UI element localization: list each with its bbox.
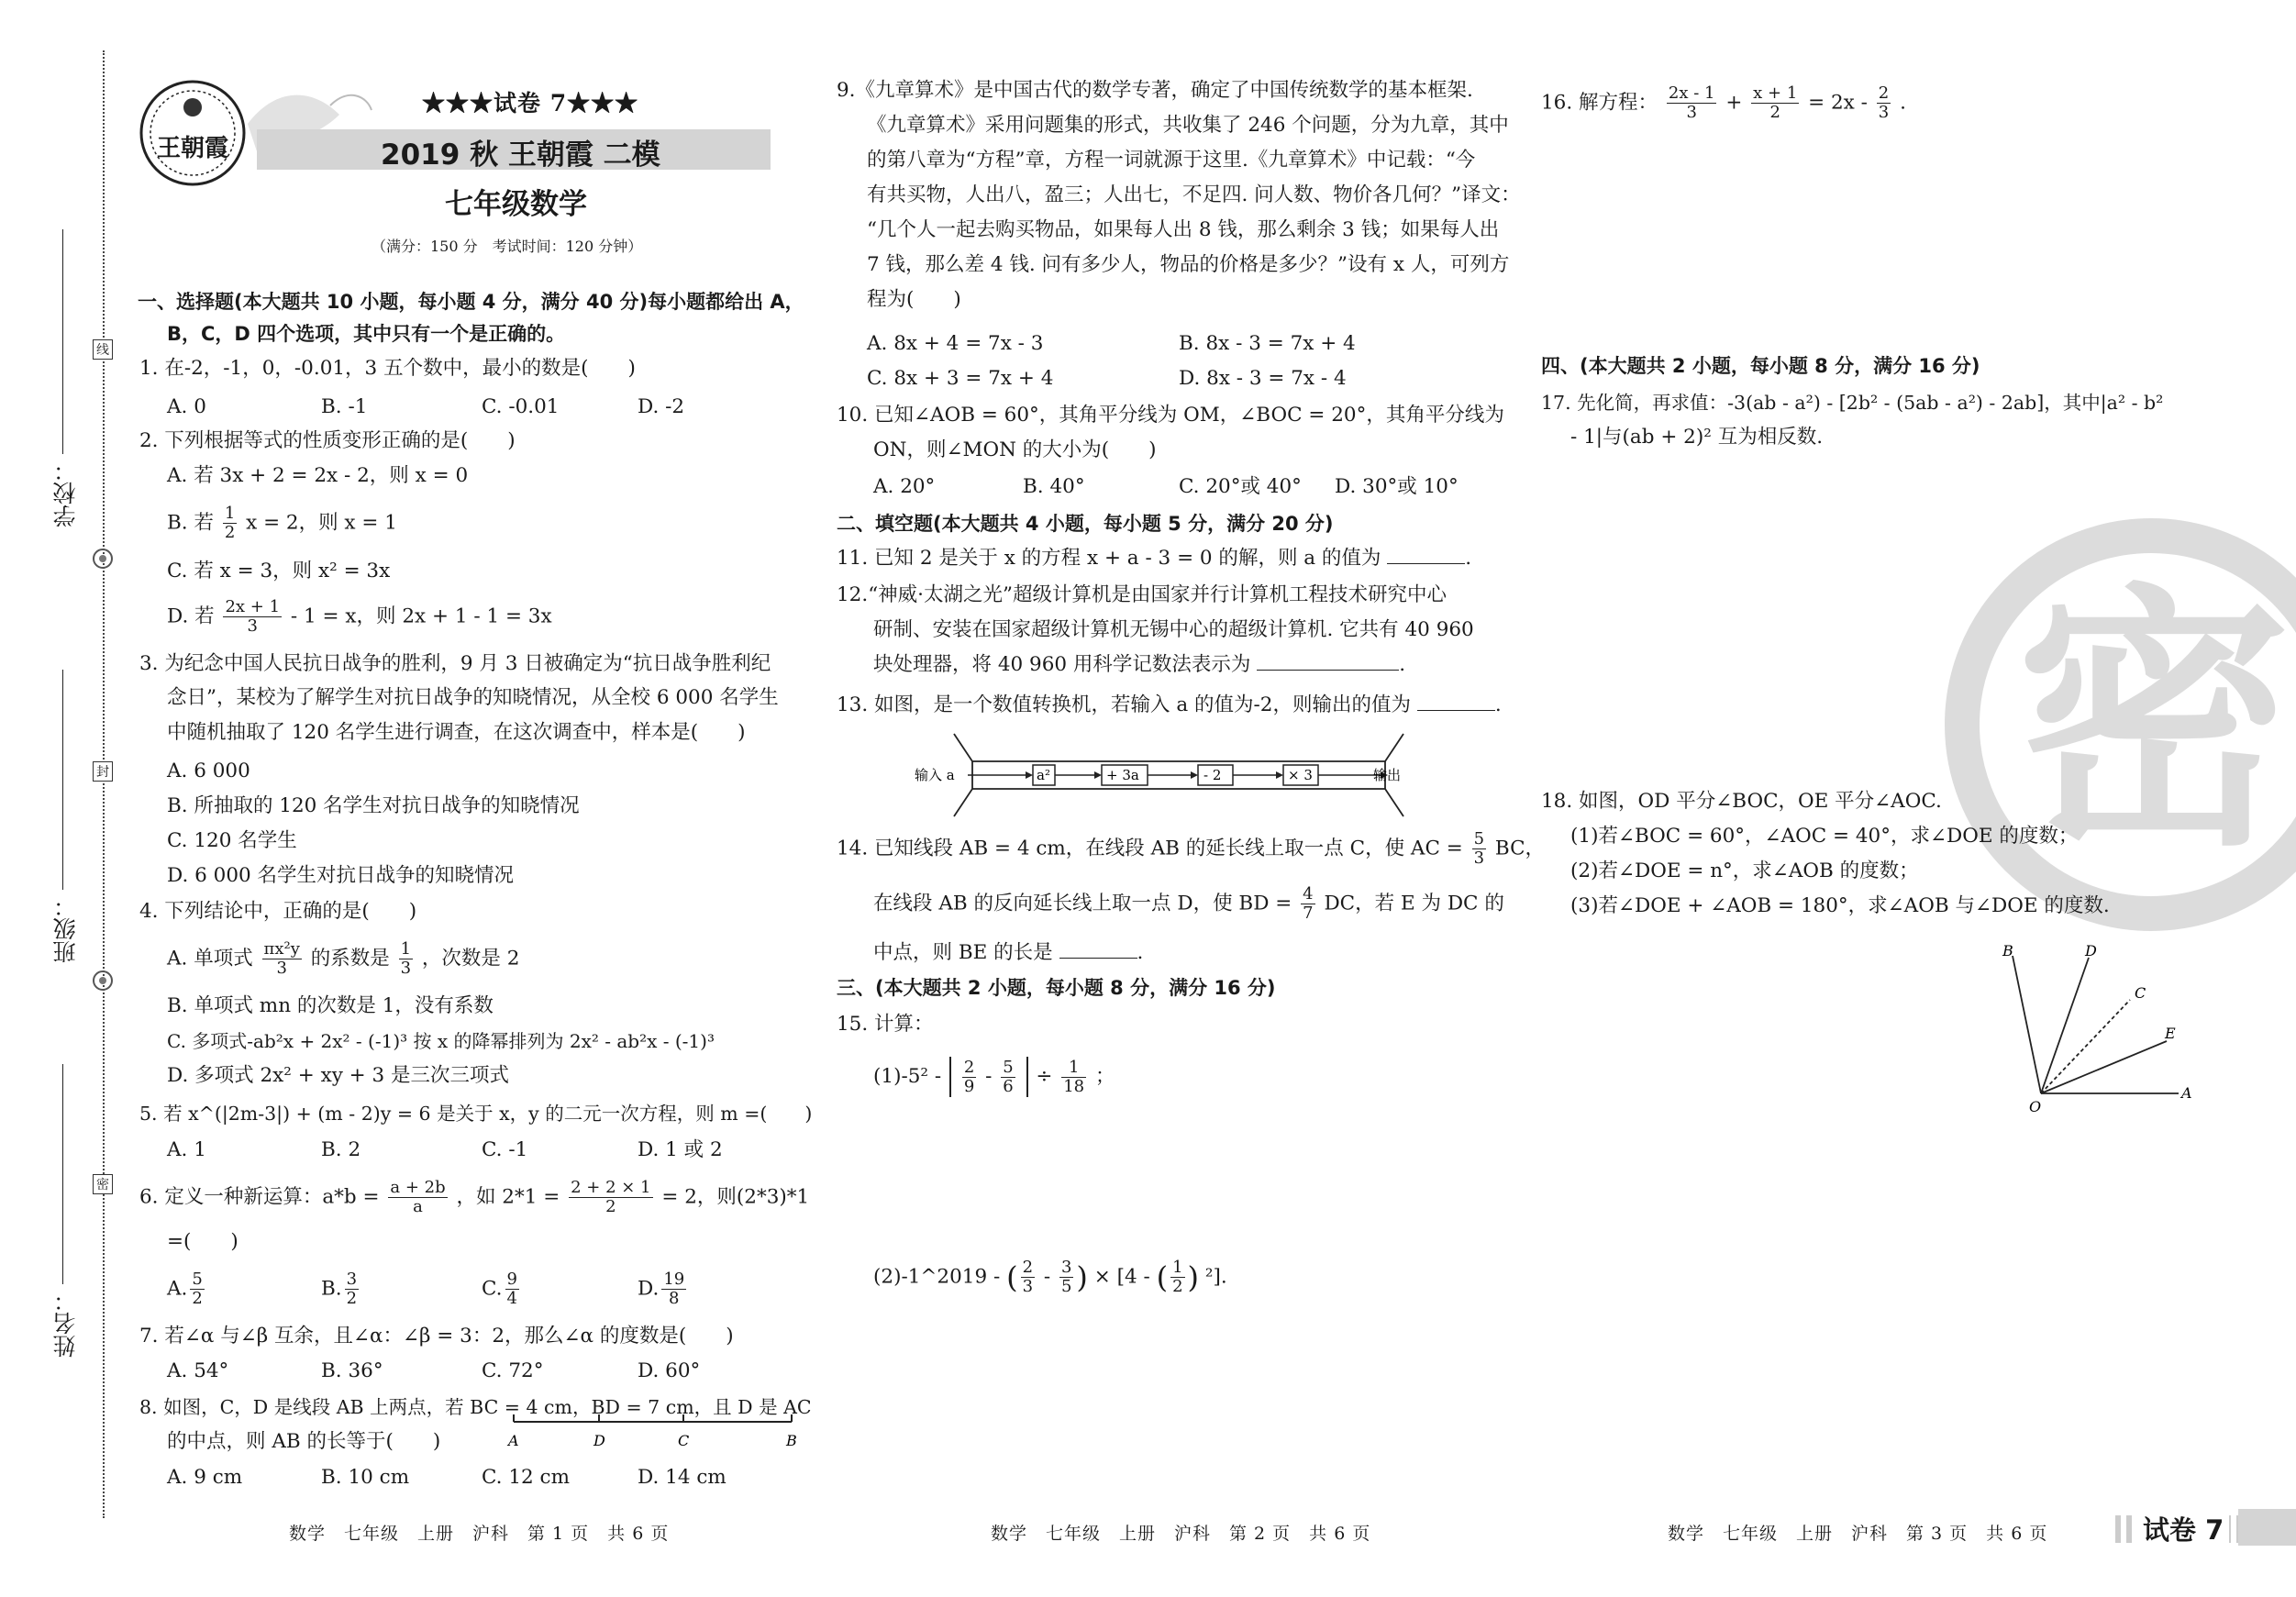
q2-stem: 2. 下列根据等式的性质变形正确的是( )	[139, 429, 516, 452]
q9-option-d[interactable]: D. 8x - 3 = 7x - 4	[1179, 367, 1347, 390]
q12-line-3: 块处理器，将 40 960 用科学记数法表示为 .	[873, 653, 1406, 676]
q15-p1-end: ；	[1094, 1065, 1115, 1088]
fraction: $\frac{2}{3}$	[1878, 83, 1890, 122]
q14-line-2	[873, 885, 1504, 923]
q6-option-c[interactable]: C. $\frac{9}{4}$	[482, 1270, 517, 1308]
q14-pre-1: 14. 已知线段 AB = 4 cm，在线段 AB 的延长线上取一点 C，使 AC =	[837, 837, 1463, 860]
binding-strip	[0, 0, 138, 1597]
section1-heading-cont: B，C，D 四个选项，其中只有一个是正确的。	[167, 323, 566, 345]
q9-option-b[interactable]: B. 8x - 3 = 7x + 4	[1179, 332, 1356, 355]
q14-post-2: DC，若 E 为 DC 的	[1324, 892, 1504, 915]
q4-a-pre: A. 单项式	[167, 947, 253, 970]
q9-option-c[interactable]: C. 8x + 3 = 7x + 4	[867, 367, 1054, 390]
q10-option-d[interactable]: D. 30°或 10°	[1335, 475, 1459, 498]
exam-meta: （满分：150 分 考试时间：120 分钟）	[372, 238, 643, 255]
q13-answer-blank[interactable]	[1417, 710, 1495, 711]
fold-dotted-line	[103, 50, 105, 1518]
page-footer-1: 数学 七年级 上册 沪科 第 1 页 共 6 页	[289, 1524, 670, 1544]
binding-hole-icon	[91, 969, 115, 993]
q11-text: 11. 已知 2 是关于 x 的方程 x + a - 3 = 0 的解，则 a 的值为	[837, 547, 1381, 570]
q16-pre: 16. 解方程：	[1541, 91, 1658, 115]
series-tag: ★★★试卷 7★★★	[422, 90, 639, 116]
fraction: $\frac{1}{18}$	[1063, 1057, 1085, 1096]
machine-box-plus: + 3a	[1106, 767, 1139, 783]
fraction: $\frac{5}{6}$	[1003, 1057, 1014, 1096]
watermark-char: 密	[2016, 562, 2291, 882]
class-label: 班级：	[52, 894, 79, 963]
q18-angle-figure	[1991, 936, 2202, 1119]
q8-option-c[interactable]: C. 12 cm	[482, 1466, 570, 1489]
q16-mid: = 2x -	[1808, 91, 1868, 115]
q3-stem-2: 念日”，某校为了解学生对抗日战争的知晓情况，从全校 6 000 名学生	[167, 686, 779, 709]
q14-post-1: BC，	[1494, 837, 1546, 860]
point-label-b: B	[786, 1432, 797, 1449]
q15-part1	[873, 1057, 1115, 1097]
q9-line-5: “几个人一起去购买物品，如果每人出 8 钱，那么剩余 3 钱；如果每人出	[867, 218, 1500, 241]
q4-option-c[interactable]: C. 多项式-ab²x + 2x² - (-1)³ 按 x 的降幂排列为 2x² - ab²x - (-1)³	[167, 1030, 715, 1052]
q7-stem: 7. 若∠α 与∠β 互余，且∠α：∠β = 3：2，那么∠α 的度数是( )	[139, 1325, 734, 1347]
q10-line-1: 10. 已知∠AOB = 60°，其角平分线为 OM，∠BOC = 20°，其角平分线为	[837, 404, 1504, 427]
ray-label-d: D	[2085, 942, 2097, 959]
page-footer-3: 数学 七年级 上册 沪科 第 3 页 共 6 页	[1668, 1524, 2048, 1544]
q8-option-d[interactable]: D. 14 cm	[638, 1466, 727, 1489]
plus-sign: +	[1725, 91, 1743, 115]
q17-line-1: 17. 先化简，再求值：-3(ab - a²) - [2b² - (5ab - a²) - 2ab]，其中|a² - b²	[1541, 392, 2164, 414]
q1-option-d[interactable]: D. -2	[638, 395, 685, 418]
q5-stem: 5. 若 x^(|2m-3|) + (m - 2)y = 6 是关于 x，y 的二元一次方程，则 m =( )	[139, 1103, 813, 1125]
q15-part2: (2)-1^2019 - ( $\frac{2}{3}$ - $\frac{3}{5}$ ) × [4 - ( $\frac{1}{2}$ ) ²].	[873, 1258, 1227, 1296]
q4-option-b[interactable]: B. 单项式 mn 的次数是 1，没有系数	[167, 994, 494, 1017]
q18-line-2: (1)若∠BOC = 60°，∠AOC = 40°，求∠DOE 的度数；	[1570, 825, 2079, 848]
q6-stem	[139, 1179, 809, 1216]
ray-label-c: C	[2135, 984, 2146, 1002]
q6-mid: ，如 2*1 =	[456, 1185, 560, 1209]
q3-option-a[interactable]: A. 6 000	[167, 760, 250, 782]
q2-d-pre: D. 若	[167, 604, 215, 628]
exam-title: 2019 秋 王朝霞 二模	[381, 139, 660, 172]
q1-option-c[interactable]: C. -0.01	[482, 395, 560, 418]
q11-answer-blank[interactable]	[1387, 563, 1465, 564]
q5-option-d[interactable]: D. 1 或 2	[638, 1138, 723, 1161]
q9-line-2: 《九章算术》采用问题集的形式，共收集了 246 个问题，分为九章，其中	[867, 114, 1509, 137]
q3-option-b[interactable]: B. 所抽取的 120 名学生对抗日战争的知晓情况	[167, 794, 580, 817]
q2-b-post: x = 2，则 x = 1	[246, 511, 397, 535]
name-label: 姓名：	[52, 1289, 79, 1358]
fraction: $\frac{1}{3}$	[400, 939, 412, 978]
q9-line-1: 9.《九章算术》是中国古代的数学专著，确定了中国传统数学的基本框架.	[837, 79, 1473, 102]
q2-b-pre: B. 若	[167, 511, 214, 535]
q4-option-d[interactable]: D. 多项式 2x² + xy + 3 是三次三项式	[167, 1064, 510, 1087]
fraction: $\frac{1}{2}$	[224, 504, 236, 542]
q7-option-b[interactable]: B. 36°	[321, 1359, 383, 1382]
section3-heading: 三、(本大题共 2 小题，每小题 8 分，满分 16 分)	[837, 977, 1276, 999]
fraction: $\frac{2 + 2 \times 1}{2}$	[571, 1178, 651, 1216]
q10-option-c[interactable]: C. 20°或 40°	[1179, 475, 1302, 498]
q9-line-6: 7 钱，那么差 4 钱. 问有多少人，物品的价格是多少？”设有 x 人，可列方	[867, 253, 1510, 276]
q1-stem: 1. 在-2，-1，0，-0.01，3 五个数中，最小的数是( )	[139, 357, 636, 380]
school-underline	[62, 229, 63, 454]
q8-segment-figure	[500, 1394, 803, 1458]
q9-line-4: 有共买物，人出八，盈三；人出七，不足四. 问人数、物价各几何？”译文：	[867, 183, 1521, 206]
q6-option-b[interactable]: B. $\frac{3}{2}$	[321, 1270, 358, 1308]
q9-line-3: 的第八章为“方程”章，方程一词就源于这里.《九章算术》中记载：“今	[867, 149, 1476, 172]
watermark-seal	[1945, 518, 2296, 931]
fraction: $\frac{3}{5}$	[1060, 1258, 1072, 1296]
q14-line-1	[837, 830, 1545, 868]
q1-option-b[interactable]: B. -1	[321, 395, 368, 418]
q6-stem-2: =( )	[167, 1230, 238, 1253]
q2-option-c[interactable]: C. 若 x = 3，则 x² = 3x	[167, 560, 391, 582]
machine-box-times: × 3	[1288, 767, 1313, 783]
q3-option-d[interactable]: D. 6 000 名学生对抗日战争的知晓情况	[167, 864, 515, 887]
binding-hole-icon	[91, 547, 115, 571]
q12-answer-blank[interactable]	[1257, 670, 1399, 671]
machine-box-minus: - 2	[1203, 767, 1222, 783]
fraction: $\frac{x + 1}{2}$	[1753, 83, 1798, 122]
q16-end: .	[1900, 91, 1906, 115]
seal-mark-seal: 封	[93, 761, 113, 782]
q6-post: = 2，则(2*3)*1	[661, 1185, 810, 1209]
q5-option-a[interactable]: A. 1	[167, 1138, 206, 1161]
q13: 13. 如图，是一个数值转换机，若输入 a 的值为-2，则输出的值为 .	[837, 693, 1502, 716]
fraction: $\frac{\text{πx²y}}{3}$	[263, 939, 300, 978]
q12-line-2: 研制、安装在国家超级计算机无锡中心的超级计算机. 它共有 40 960	[873, 618, 1474, 641]
section4-heading: 四、(本大题共 2 小题，每小题 8 分，满分 16 分)	[1541, 355, 1980, 377]
fraction: $\frac{2}{9}$	[963, 1057, 975, 1096]
q9-option-a[interactable]: A. 8x + 4 = 7x - 3	[867, 332, 1044, 355]
q2-option-d[interactable]	[167, 598, 552, 636]
point-label-d: D	[593, 1432, 605, 1449]
q6-option-a[interactable]: A. $\frac{5}{2}$	[167, 1270, 203, 1308]
q5-option-c[interactable]: C. -1	[482, 1138, 528, 1161]
machine-input-label: 输入 a	[915, 767, 955, 783]
q2-option-a[interactable]: A. 若 3x + 2 = 2x - 2，则 x = 0	[167, 464, 469, 487]
q4-stem: 4. 下列结论中，正确的是( )	[139, 900, 417, 923]
q4-a-post: ，次数是 2	[421, 947, 520, 970]
fraction: $\frac{a + 2b}{a}$	[390, 1178, 446, 1216]
point-label-c: C	[678, 1432, 690, 1449]
fraction: $\frac{4}{7}$	[1303, 884, 1314, 923]
q12-text: 块处理器，将 40 960 用科学记数法表示为	[873, 653, 1251, 676]
paper-tag: 试卷 7	[2137, 1510, 2229, 1547]
q11: 11. 已知 2 是关于 x 的方程 x + a - 3 = 0 的解，则 a 的值为 .	[837, 547, 1472, 570]
q14-answer-blank[interactable]	[1059, 958, 1137, 959]
page-footer-2: 数学 七年级 上册 沪科 第 2 页 共 6 页	[991, 1524, 1371, 1544]
q18-line-4: (3)若∠DOE + ∠AOB = 180°，求∠AOB 与∠DOE 的度数.	[1570, 894, 2110, 917]
q15-p2-end: ²].	[1204, 1265, 1227, 1289]
seal-mark-line: 线	[93, 339, 113, 360]
q15-stem: 15. 计算：	[837, 1013, 934, 1036]
subject-title: 七年级数学	[445, 188, 587, 221]
abs-bar-right	[1026, 1057, 1028, 1097]
q3-stem-1: 3. 为纪念中国人民抗日战争的胜利，9 月 3 日被确定为“抗日战争胜利纪	[139, 652, 771, 675]
q14-pre-2: 在线段 AB 的反向延长线上取一点 D，使 BD =	[873, 892, 1292, 915]
name-underline	[62, 1064, 63, 1284]
q15-p2-times: × [4 -	[1093, 1265, 1150, 1289]
minus-sign: -	[985, 1065, 993, 1088]
q15-p2-pre: (2)-1^2019 -	[873, 1265, 1001, 1289]
q4-option-a[interactable]	[167, 940, 519, 978]
section1-heading: 一、选择题(本大题共 10 小题，每小题 4 分，满分 40 分)每小题都给出 A，	[138, 291, 804, 313]
q6-option-d[interactable]: D. $\frac{19}{8}$	[638, 1270, 685, 1308]
logo-text: 王朝霞	[156, 135, 228, 162]
q2-d-post: - 1 = x，则 2x + 1 - 1 = 3x	[290, 604, 552, 628]
q7-option-d[interactable]: D. 60°	[638, 1359, 701, 1382]
fraction: $\frac{5}{3}$	[1473, 829, 1485, 868]
q7-option-c[interactable]: C. 72°	[482, 1359, 544, 1382]
abs-bar-left	[949, 1057, 951, 1097]
q10-option-a[interactable]: A. 20°	[873, 475, 936, 498]
q2-option-b[interactable]	[167, 505, 397, 542]
fraction: $\frac{2x - 1}{3}$	[1668, 83, 1715, 122]
q7-option-a[interactable]: A. 54°	[167, 1359, 229, 1382]
q1-option-a[interactable]: A. 0	[167, 395, 206, 418]
fraction: $\frac{2x + 1}{3}$	[225, 597, 281, 636]
q13-text: 13. 如图，是一个数值转换机，若输入 a 的值为-2，则输出的值为	[837, 693, 1411, 716]
machine-box-square: a²	[1037, 767, 1050, 783]
seal-mark-secret: 密	[93, 1174, 113, 1194]
q3-stem-3: 中随机抽取了 120 名学生进行调查，在这次调查中，样本是( )	[167, 721, 746, 744]
exam-header	[138, 78, 798, 271]
point-label-a: A	[508, 1432, 519, 1449]
q4-a-mid: 的系数是	[310, 947, 390, 970]
q15-p1-pre: (1)-5² -	[873, 1065, 942, 1088]
q5-option-b[interactable]: B. 2	[321, 1138, 361, 1161]
fraction: $\frac{2}{3}$	[1022, 1258, 1034, 1296]
ray-label-b: B	[2002, 942, 2013, 959]
q9-line-7: 程为( )	[867, 288, 961, 311]
q16	[1541, 84, 1906, 122]
ray-label-a: A	[2181, 1084, 2192, 1102]
q14-line-3: 中点，则 BE 的长是 .	[873, 941, 1144, 964]
q18-line-3: (2)若∠DOE = n°，求∠AOB 的度数；	[1570, 859, 1919, 882]
ray-label-e: E	[2165, 1025, 2176, 1042]
q17-line-2: - 1|与(ab + 2)² 互为相反数.	[1570, 426, 1824, 449]
q18-line-1: 18. 如图，OD 平分∠BOC，OE 平分∠AOC.	[1541, 790, 1942, 813]
q8-option-a[interactable]: A. 9 cm	[167, 1466, 243, 1489]
fraction: $\frac{1}{2}$	[1172, 1258, 1183, 1296]
q10-option-b[interactable]: B. 40°	[1023, 475, 1085, 498]
vertex-label-o: O	[2029, 1098, 2042, 1115]
q8-option-b[interactable]: B. 10 cm	[321, 1466, 410, 1489]
class-underline	[62, 670, 63, 890]
school-label: 学校：	[52, 459, 79, 527]
q6-pre: 6. 定义一种新运算：a*b =	[139, 1185, 380, 1209]
divide-sign: ÷	[1036, 1065, 1053, 1088]
corner-tag-block	[2238, 1509, 2296, 1546]
q14-text: 中点，则 BE 的长是	[873, 941, 1053, 964]
q10-line-2: ON，则∠MON 的大小为( )	[873, 438, 1157, 461]
q3-option-c[interactable]: C. 120 名学生	[167, 829, 297, 852]
q12-line-1: 12.“神威·太湖之光”超级计算机是由国家并行计算机工程技术研究中心	[837, 583, 1447, 606]
section2-heading: 二、填空题(本大题共 4 小题，每小题 5 分，满分 20 分)	[837, 513, 1334, 535]
q8-stem-1: 8. 如图，C，D 是线段 AB 上两点，若 BC = 4 cm，BD = 7 cm，且 D 是 AC	[139, 1396, 812, 1418]
q13-conversion-machine	[904, 729, 1422, 821]
q8-stem-2: 的中点，则 AB 的长等于( )	[167, 1430, 441, 1453]
machine-output-label: 输出	[1373, 767, 1402, 783]
minus-sign: -	[1043, 1265, 1051, 1289]
